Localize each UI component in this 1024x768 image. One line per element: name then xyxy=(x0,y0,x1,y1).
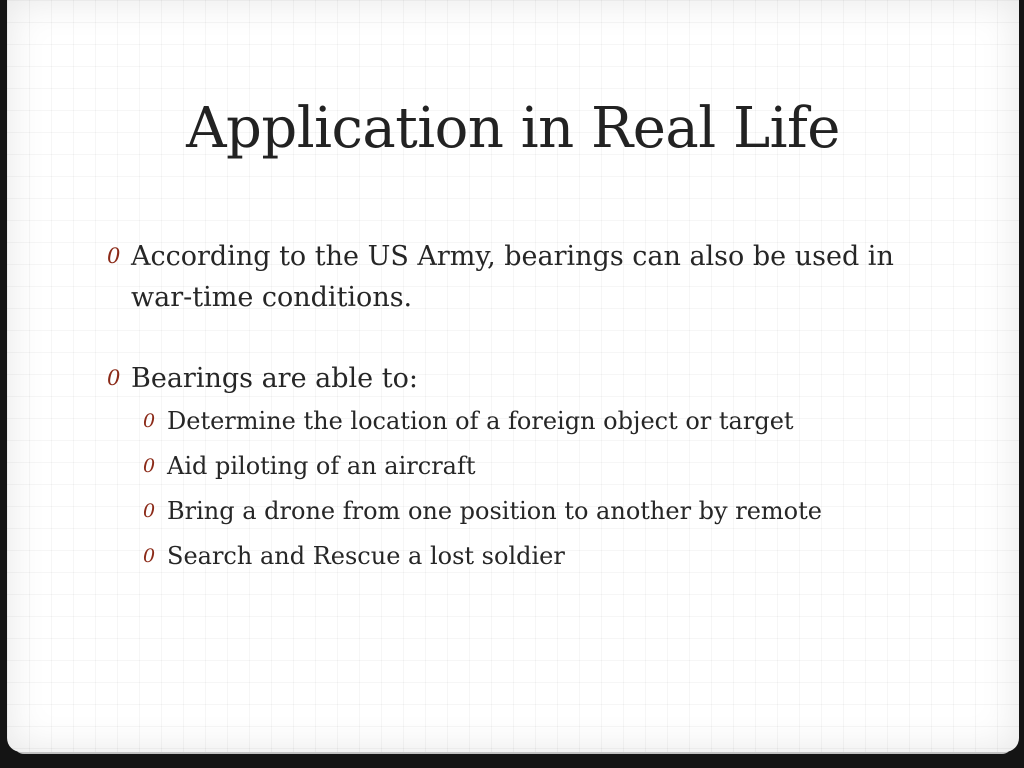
bullet-marker-icon: 0 xyxy=(143,410,156,432)
bullet-item xyxy=(103,236,923,318)
bullet-text: According to the US Army, bearings can also be used in war-time conditions. xyxy=(131,241,894,313)
sub-bullet-list xyxy=(103,399,923,579)
sub-bullet-item xyxy=(139,399,923,444)
sub-bullet-text: Search and Rescue a lost soldier xyxy=(167,542,565,570)
bullet-marker-icon: 0 xyxy=(107,366,121,390)
bullet-item xyxy=(103,358,923,399)
sub-bullet-item xyxy=(139,534,923,579)
spacer xyxy=(103,318,923,358)
bullet-marker-icon: 0 xyxy=(143,455,156,477)
sub-bullet-text: Bring a drone from one position to another by remote xyxy=(167,497,822,525)
bullet-marker-icon: 0 xyxy=(107,244,121,268)
bullet-text: Bearings are able to: xyxy=(131,363,418,394)
sub-bullet-item xyxy=(139,489,923,534)
sub-bullet-text: Determine the location of a foreign object or target xyxy=(167,407,794,435)
slide xyxy=(7,0,1019,752)
bullet-marker-icon: 0 xyxy=(143,500,156,522)
sub-bullet-item xyxy=(139,444,923,489)
bullet-marker-icon: 0 xyxy=(143,545,156,567)
slide-content xyxy=(103,236,923,579)
slide-title: Application in Real Life xyxy=(186,96,840,161)
sub-bullet-text: Aid piloting of an aircraft xyxy=(167,452,476,480)
